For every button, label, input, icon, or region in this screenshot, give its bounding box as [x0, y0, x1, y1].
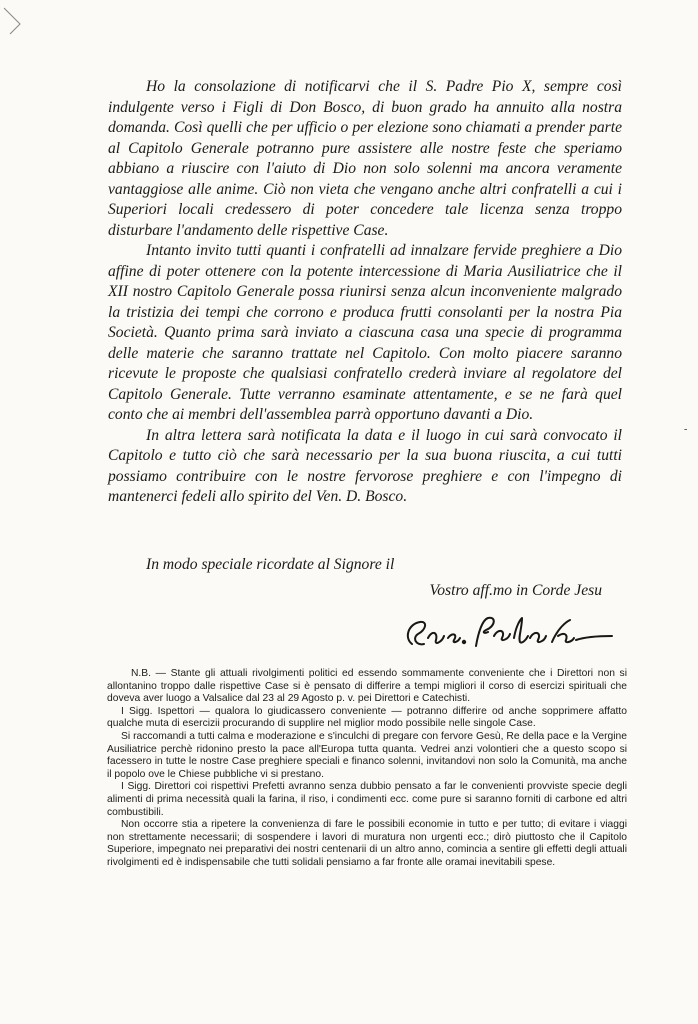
letter-paragraph: Intanto invito tutti quanti i confratelli ad innalzare fervide preghiere a Dio affine di poter ottenere con la potente intercessione di Maria Ausiliatrice che il XII nostro Capitolo Generale possa riunirsi senza alcun inconveniente malgrado la tristizia dei tempi che corrono e produca frutti consolanti per la nostra Pia Società. Quanto prima sarà inviato a ciascuna casa una specie di programma delle materie che saranno trattate nel Capitolo. Con molto piacere saranno ricevute le proposte che qualsiasi confratello crederà inviare al regolatore del Capitolo Generale. Tutte verranno esaminate attentamente, e se ne farà quel conto che ai membri dell'assemblea parrà opportuno davanti a Dio.	[108, 242, 622, 423]
notes-section	[107, 668, 627, 870]
valediction: Vostro aff.mo in Corde Jesu	[429, 582, 602, 599]
closing-line: In modo speciale ricordate al Signore il	[146, 556, 395, 573]
note-paragraph: Non occorre stia a ripetere la convenienza di fare le possibili economie in tutto e per tutto; di evitare i viaggi non strettamente necessarii; di sospendere i lavori di muratura non urgenti ecc.; dirò piuttosto che il Capitolo Superiore, impegnato nei preparativi dei nostri centenarii di un altro anno, comincia a sentire gli effetti degli attuali rivolgimenti ed è indispensabile che tutti solidali pensiamo a far fronte alle oramai inevitabili spese.	[107, 819, 627, 868]
letter-paragraph: Ho la consolazione di notificarvi che il S. Padre Pio X, sempre così indulgente verso i Figli di Don Bosco, di buon grado ha annuito alla nostra domanda. Così quelli che per ufficio o per elezione sono chiamati a prender parte al Capitolo Generale potranno pure assistere alle nostre feste che speriamo abbiano a riuscire con l'aiuto di Dio non solo solenni ma ancora veramente vantaggiose alle anime. Ciò non vieta che vengano anche altri confratelli a cui i Superiori locali credessero di poter concedere tale licenza senza troppo disturbare l'andamento delle rispettive Case.	[108, 78, 622, 239]
letter-body	[108, 77, 622, 508]
signature-drawing	[398, 608, 618, 656]
note-paragraph: I Sigg. Direttori coi rispettivi Prefetti avranno senza dubbio pensato a far le convenienti provviste specie degli alimenti di prima necessità quali la farina, il riso, i condimenti ecc. come pure si saranno forniti di carbone ed altri combustibili.	[107, 781, 627, 818]
letter-paragraph: In altra lettera sarà notificata la data e il luogo in cui sarà convocato il Capitolo e tutto ciò che sarà necessario per la sua buona riuscita, a cui tutti possiamo contribuire con le nostre fervorose preghiere e con l'impegno di mantenerci fedeli allo spirito del Ven. D. Bosco.	[108, 426, 622, 505]
margin-mark: -	[684, 424, 688, 435]
note-paragraph: N.B. — Stante gli attuali rivolgimenti politici ed essendo sommamente conveniente che i Direttori non si allontanino troppo dalle rispettive Case si è pensato di differire a tempi migliori il corso di esercizi spirituali che doveva aver luogo a Valsalice dal 23 al 29 Agosto p. v. pei Direttori e Catechisti.	[107, 668, 627, 705]
note-paragraph: I Sigg. Ispettori — qualora lo giudicassero conveniente — potranno differire od anche sopprimere affatto qualche muta di esercizii procurando di supplire nel miglior modo possibile nelle singole Case.	[107, 705, 627, 730]
note-paragraph: Si raccomandi a tutti calma e moderazione e s'inculchi di pregare con fervore Gesù, Re della pace e la Vergine Ausiliatrice perchè ridonino presto la pace all'Europa tutta quanta. Vedrei anzi volontieri che a questo scopo si facessero in tutte le nostre Case preghiere speciali e financo solenni, invitandovi non solo la Comunità, ma anche il popolo ove le Chiese pubbliche vi si prestano.	[107, 730, 627, 780]
handwritten-signature	[398, 608, 618, 656]
torn-corner-mark	[2, 6, 24, 36]
